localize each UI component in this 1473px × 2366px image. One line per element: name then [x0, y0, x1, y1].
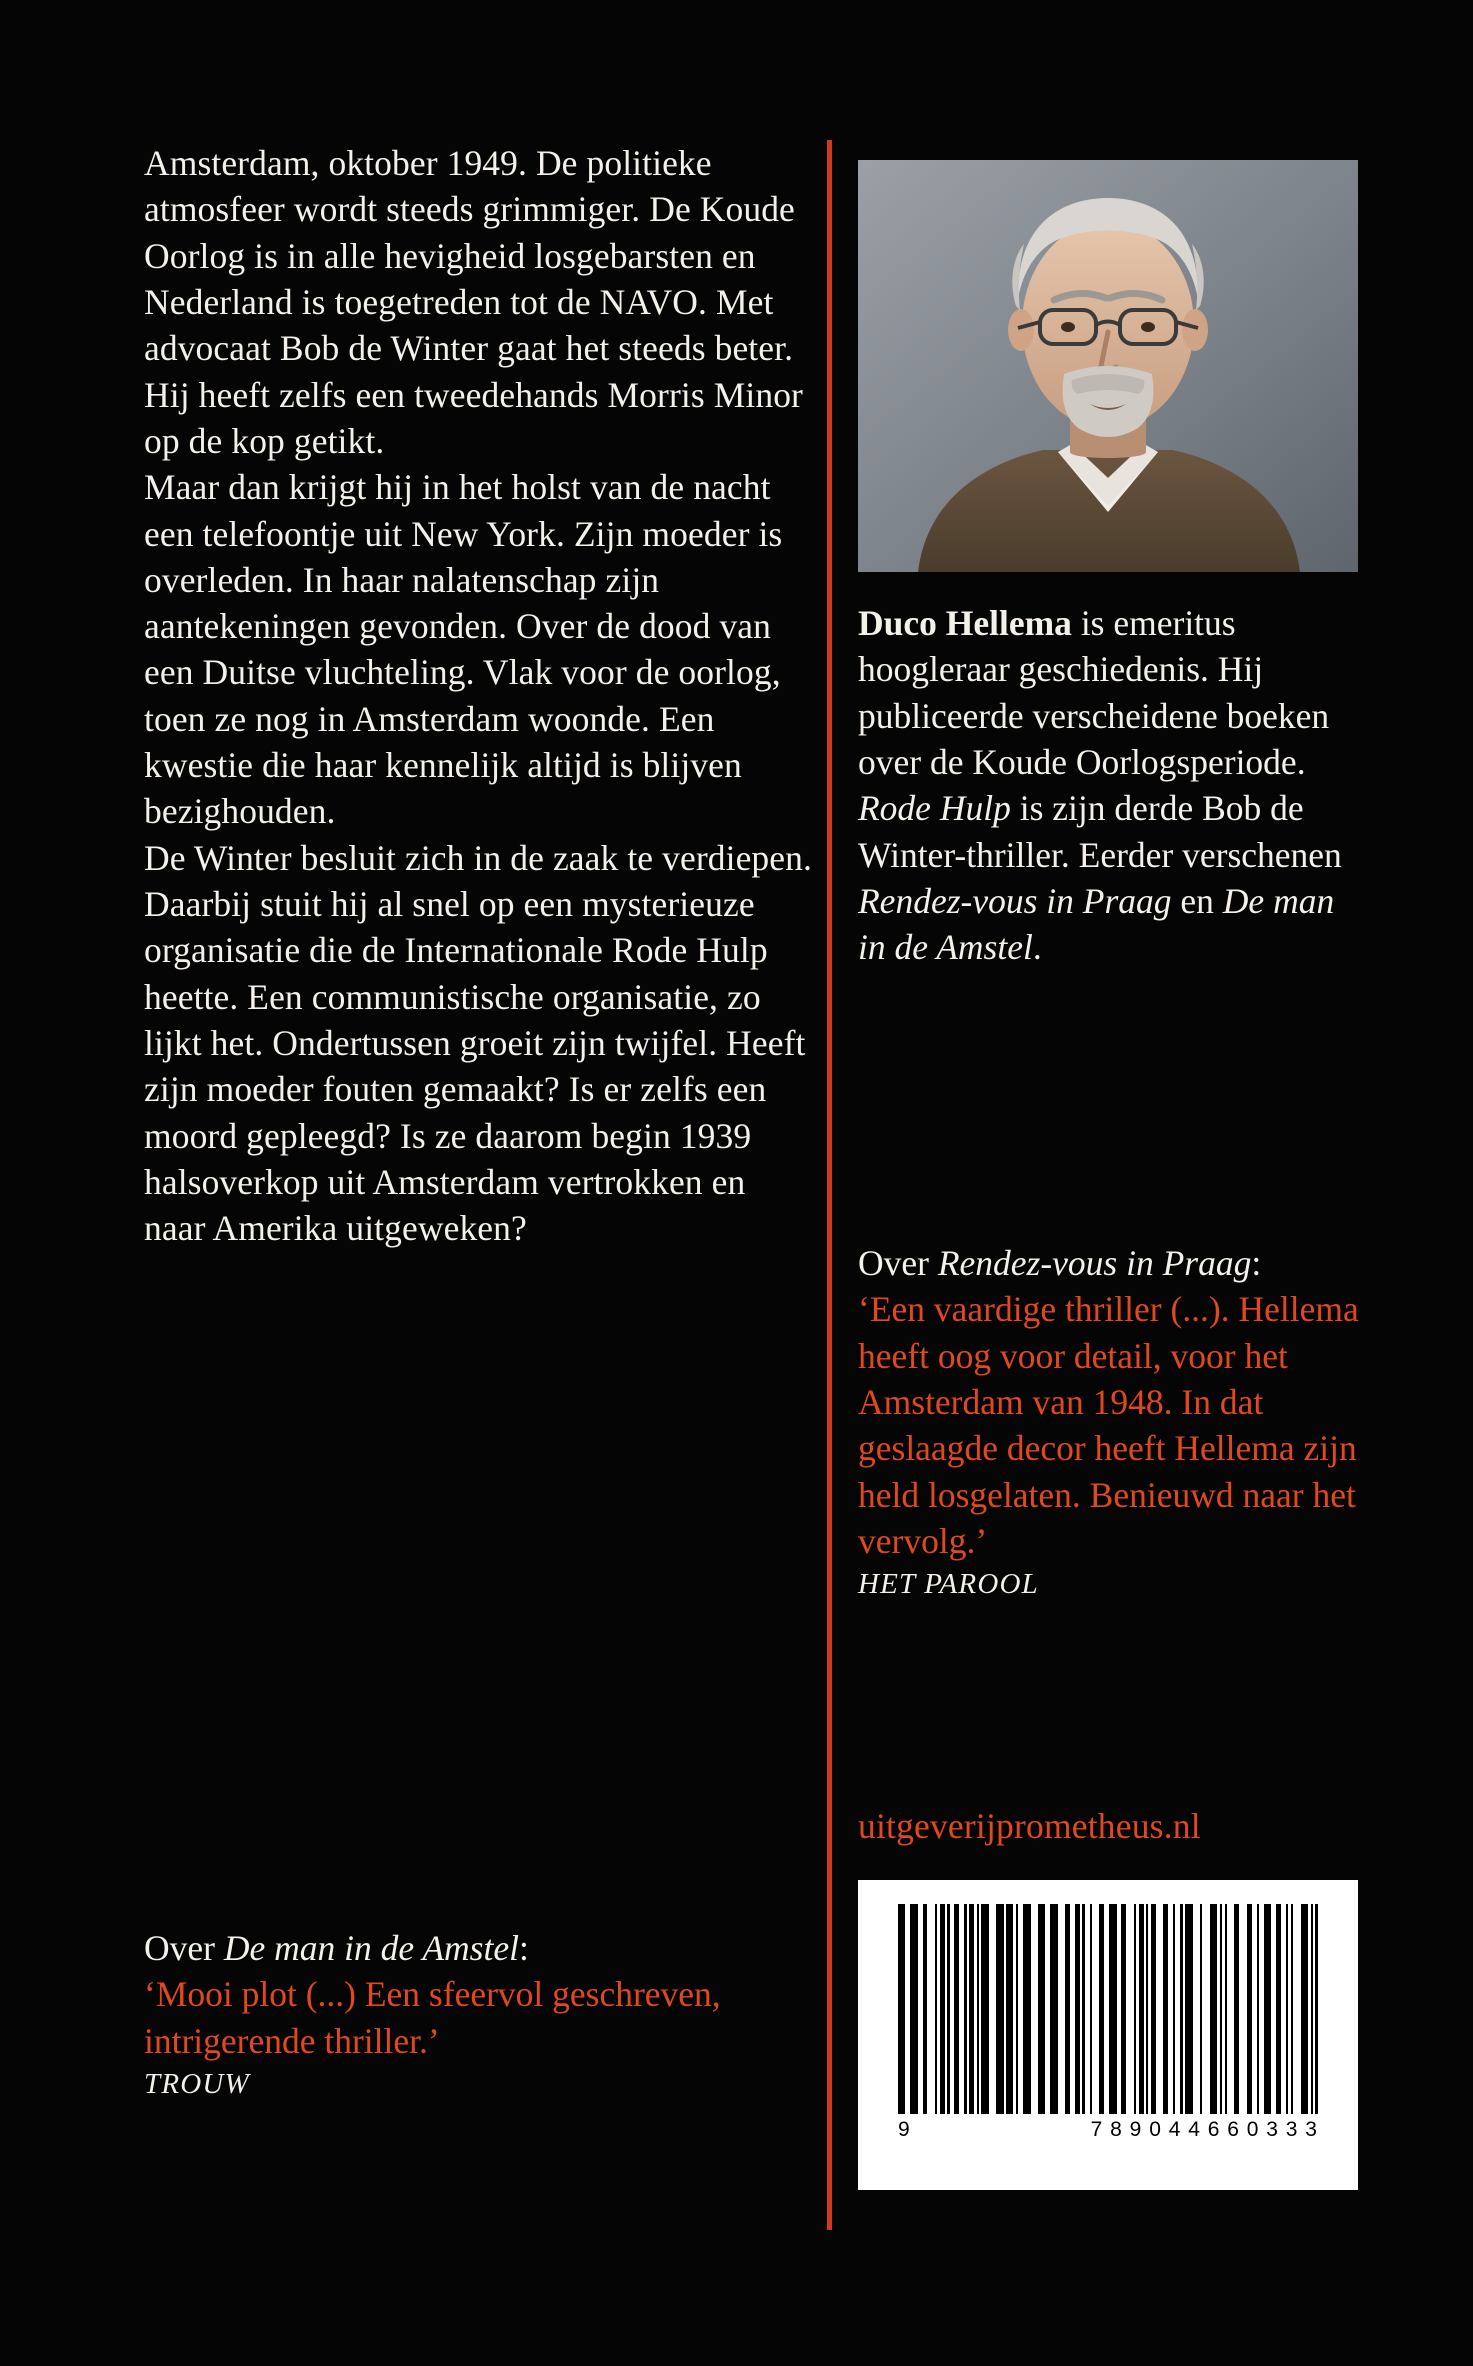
left-quote-source: TROUW — [144, 2067, 250, 2100]
right-quote-book-title: Rendez-vous in Praag — [937, 1243, 1252, 1283]
vertical-divider — [827, 140, 832, 2230]
right-review-quote — [858, 1240, 1378, 1604]
barcode-bars — [898, 1904, 1318, 2114]
author-bio-part4: . — [1032, 927, 1042, 968]
left-quote-text: ‘Mooi plot (...) Een sfeervol geschreven, intrigerende thriller.’ — [144, 1974, 721, 2061]
right-quote-heading — [858, 1240, 1378, 1286]
left-quote-intro-suffix: : — [518, 1928, 529, 1968]
left-quote-heading — [144, 1925, 834, 1971]
blurb-column — [144, 140, 814, 1252]
right-quote-source: HET PAROOL — [858, 1568, 1039, 1601]
blurb-paragraph: Maar dan krijgt hij in het holst van de nacht een telefoontje uit New York. Zijn moeder is overleden. In haar nalatenschap zijn aantekeningen gevonden. Over de dood van een Duitse vluchteling. Vlak voor de oorlog, toen ze nog in Amsterdam woonde. Een kwestie die haar kennelijk altijd is blijven bezighouden. — [144, 467, 783, 832]
barcode-digit-main: 7 8 9 0 4 4 6 6 0 3 3 3 — [1090, 2118, 1318, 2141]
right-quote-intro-suffix: : — [1251, 1243, 1262, 1283]
left-review-quote — [144, 1925, 834, 2104]
barcode-digit-left: 9 — [898, 2118, 911, 2141]
left-quote-book-title: De man in de Amstel — [223, 1928, 519, 1968]
barcode — [858, 1880, 1358, 2190]
blurb-paragraph: De Winter besluit zich in de zaak te verdiepen. Daarbij stuit hij al snel op een mysterieuze organisatie die de Internationale Rode Hulp heette. Een communistische organisatie, zo lijkt het. Ondertussen groeit zijn twijfel. Heeft zijn moeder fouten gemaakt? Is er zelfs een moord gepleegd? Is ze daarom begin 1939 halsoverkop uit Amsterdam vertrokken en naar Amerika uitgeweken? — [144, 837, 812, 1249]
blurb-text — [144, 140, 814, 1252]
right-quote-intro-prefix: Over — [858, 1243, 938, 1283]
barcode-digits — [898, 2118, 1318, 2142]
author-bio-part3: en — [1171, 880, 1223, 921]
author-portrait-photo — [858, 160, 1358, 572]
author-portrait-icon — [858, 160, 1358, 572]
author-name: Duco Hellema — [858, 603, 1072, 643]
author-bio-title-de-man: De man in de Amstel — [858, 880, 1335, 968]
author-bio-title-rode-hulp: Rode Hulp — [858, 788, 1011, 829]
right-quote-text: ‘Een vaardige thriller (...). Hellema heeft oog voor detail, voor het Amsterdam van 1948. In dat geslaagde decor heeft Hellema zijn held losgelaten. Benieuwd naar het vervolg.’ — [858, 1289, 1359, 1561]
author-bio-part1: is emeritus hoogleraar geschiedenis. Hij publiceerde verscheidene boeken over de Koude Oorlogsperiode. — [858, 603, 1330, 782]
author-bio — [858, 600, 1363, 971]
left-quote-intro-prefix: Over — [144, 1928, 224, 1968]
blurb-paragraph: Amsterdam, oktober 1949. De politieke atmosfeer wordt steeds grimmiger. De Koude Oorlog is in alle hevigheid losgebarsten en Nederland is toegetreden tot de NAVO. Met advocaat Bob de Winter gaat het steeds beter. Hij heeft zelfs een tweedehands Morris Minor op de kop getikt. — [144, 143, 803, 461]
publisher-url[interactable]: uitgeverijprometheus.nl — [858, 1806, 1201, 1846]
author-bio-part2: is zijn derde Bob de Winter-thriller. Eerder verschenen — [858, 788, 1342, 875]
author-bio-title-rendez-vous: Rendez-vous in Praag — [858, 880, 1172, 921]
